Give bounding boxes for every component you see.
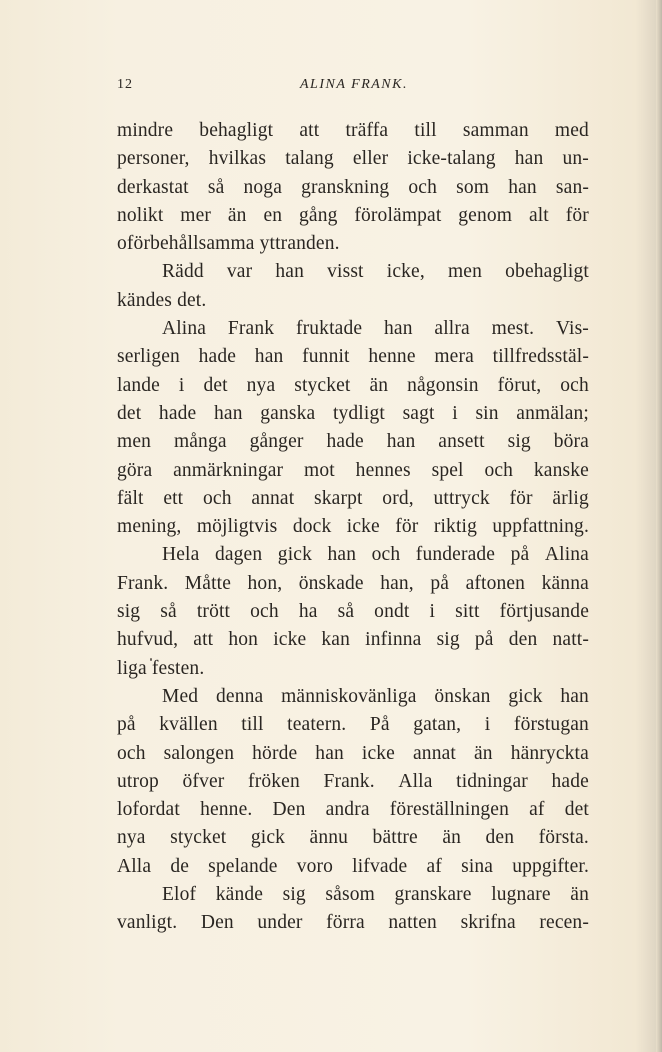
text-line: kändes det. [117,289,207,311]
text-line: det hade han ganska tydligt sagt i sin anmälan; [117,402,589,424]
text-line: mindre behagligt att träffa till samman med [117,120,589,141]
text-line: Alina Frank fruktade han allra mest. Vis- [162,318,589,340]
text-line: och salongen hörde han icke annat än hänryckta [117,742,589,764]
text-line: liga festen. [117,657,205,679]
text-line: Hela dagen gick han och funderade på Alina [162,544,589,566]
body-text [117,117,589,938]
text-line: göra anmärkningar mot hennes spel och kanske [117,459,589,481]
running-title: ALINA FRANK. [300,77,408,92]
text-line: derkastat så noga granskning och som han san- [117,176,589,198]
text-line: lande i det nya stycket än någonsin förut, och [117,374,589,396]
page-number: 12 [117,77,133,92]
text-line: fält ett och annat skarpt ord, uttryck för ärlig [117,487,589,509]
text-line: vanligt. Den under förra natten skrifna recen- [117,912,589,934]
text-line: mening, möjligtvis dock icke för riktig uppfattning. [117,516,589,538]
text-line: utrop öfver fröken Frank. Alla tidningar hade [117,770,589,792]
text-line: Elof kände sig såsom granskare lugnare än [162,884,589,906]
text-line: serligen hade han funnit henne mera tillfredsstäl- [117,346,589,368]
text-line: oförbehållsamma yttranden. [117,233,340,255]
running-header [117,77,589,99]
text-line: sig så trött och ha så ondt i sitt förtjusande [117,601,589,623]
page-edge-shadow [656,0,662,1052]
text-line: nolikt mer än en gång förolämpat genom alt för [117,204,589,226]
text-line: Alla de spelande voro lifvade af sina uppgifter. [117,855,589,877]
text-line: Frank. Måtte hon, önskade han, på aftonen känna [117,572,589,594]
text-line: men många gånger hade han ansett sig böra [117,431,589,453]
text-line: Rädd var han visst icke, men obehagligt [162,261,589,283]
text-line: Med denna människovänliga önskan gick han [162,685,589,707]
text-line: personer, hvilkas talang eller icke-talang han un- [117,148,589,170]
text-line: nya stycket gick ännu bättre än den första. [117,827,589,849]
text-line: lofordat henne. Den andra föreställningen af det [117,799,589,821]
text-line: hufvud, att hon icke kan infinna sig på den natt- [117,629,589,651]
text-line: på kvällen till teatern. På gatan, i förstugan [117,714,589,736]
